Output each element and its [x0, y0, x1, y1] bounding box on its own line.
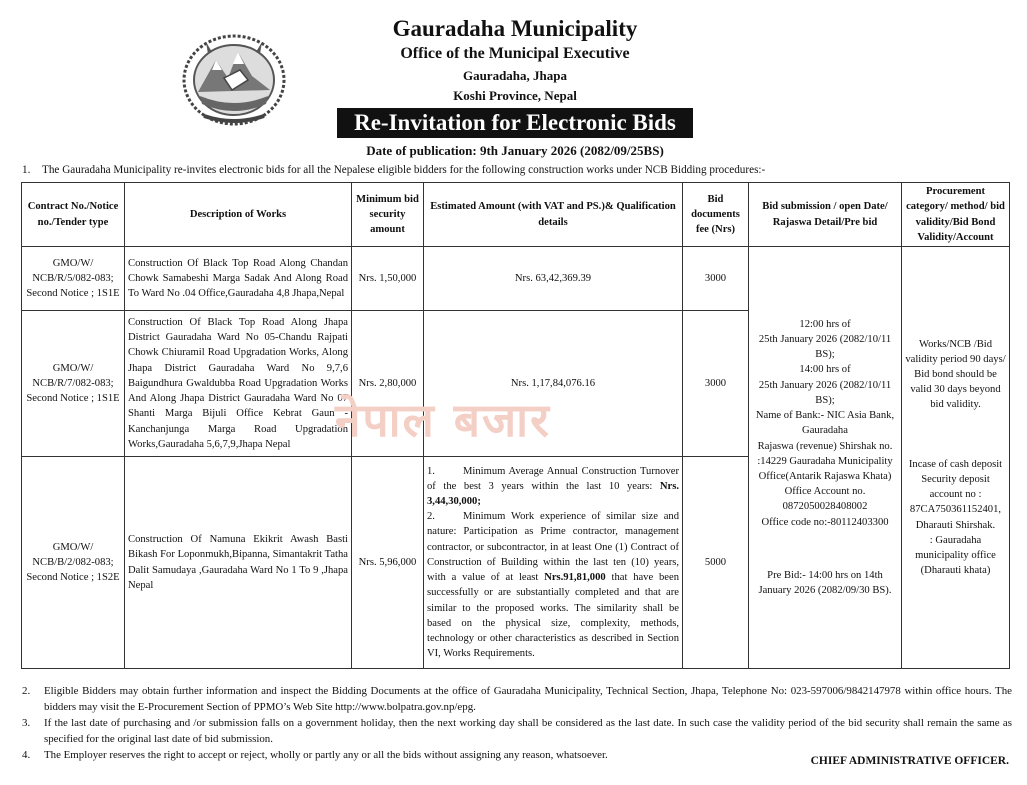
cell-description: Construction Of Namuna Ekikrit Awash Basti Bikash For Loponmukh,Bipanna, Simantakrit Tatha Dalit Samudaya ,Gauradaha Ward No 1 To 9 ,Jhapa Nepal — [125, 457, 352, 669]
submission-line: 25th January 2026 (2082/10/11 BS); — [758, 334, 892, 361]
note-number: 3. — [22, 717, 31, 729]
qualification-item-2 — [427, 509, 679, 661]
org-name: Gauradaha Municipality — [392, 16, 638, 41]
procurement-works: Works/NCB /Bid validity period 90 days/ Bid bond should be valid 30 days beyond bid validity. — [905, 338, 1006, 411]
note-item — [22, 683, 1012, 715]
cell-fee: 3000 — [683, 247, 749, 311]
header-estimate: Estimated Amount (with VAT and PS.)& Qualification details — [424, 183, 683, 247]
cell-contract: GMO/W/ NCB/R/5/082-083; Second Notice ; 1S1E — [22, 247, 125, 311]
submission-line: 25th January 2026 (2082/10/11 BS); — [758, 379, 892, 406]
notes-list — [22, 683, 1012, 763]
cell-procurement — [902, 247, 1010, 669]
intro-paragraph — [22, 164, 765, 176]
cell-estimate: Nrs. 63,42,369.39 — [424, 247, 683, 311]
cell-contract: GMO/W/ NCB/B/2/082-083; Second Notice ; 1S2E — [22, 457, 125, 669]
cell-fee: 5000 — [683, 457, 749, 669]
note-text: The Employer reserves the right to accept or reject, wholly or partly any or all the bids without assigning any reason, whatsoever. — [44, 749, 608, 761]
banner-title: Re-Invitation for Electronic Bids — [337, 108, 693, 138]
header-contract: Contract No./Notice no./Tender type — [22, 183, 125, 247]
submission-line: 14:00 hrs of — [799, 364, 851, 376]
intro-number: 1. — [22, 164, 31, 176]
location: Gauradaha, Jhapa — [462, 68, 568, 83]
province: Koshi Province, Nepal — [453, 88, 577, 103]
cell-estimate: Nrs. 1,17,84,076.16 — [424, 311, 683, 457]
cell-fee: 3000 — [683, 311, 749, 457]
table-header-row — [22, 183, 1010, 247]
office-name: Office of the Municipal Executive — [400, 45, 630, 62]
qualification-number: 1. — [427, 465, 435, 477]
qualification-number: 2. — [427, 511, 435, 523]
procurement-account: Incase of cash deposit Security deposit account no : 87CA750361152401, Dharauti Shirshak. — [908, 458, 1003, 531]
header-description: Description of Works — [125, 183, 352, 247]
bid-table — [21, 182, 1010, 669]
submission-line: 12:00 hrs of — [799, 318, 851, 330]
header-fee: Bid documents fee (Nrs) — [683, 183, 749, 247]
procurement-office: : Gauradaha municipality office (Dharauti khata) — [915, 534, 996, 577]
prebid-info: Pre Bid:- 14:00 hrs on 14th January 2026 (2082/09/30 BS). — [758, 569, 892, 596]
cell-security: Nrs. 5,96,000 — [352, 457, 424, 669]
submission-line: Office code no:-80112403300 — [761, 516, 889, 528]
note-number: 4. — [22, 749, 31, 761]
qualification-text: Minimum Average Annual Construction Turnover of the best 3 years within the last 10 years: — [427, 465, 679, 492]
submission-line: Office Account no. 0872050028408002 — [782, 486, 868, 513]
submission-line: Rajaswa (revenue) Shirshak no. :14229 Gauradaha Municipality Office(Antarik Rajaswa Khata) — [757, 440, 893, 482]
note-text: Eligible Bidders may obtain further information and inspect the Bidding Documents at the office of Gauradaha Municipality, Technical Section, Jhapa, Telephone No: 023-597006/9842147978 within office hours. The bidders may visit the E-Procurement Section of PPMO’s Web Site http://www.bolpatra.gov.np/epg. — [44, 685, 1012, 713]
header-submission: Bid submission / open Date/ Rajaswa Detail/Pre bid — [749, 183, 902, 247]
note-text: If the last date of purchasing and /or submission falls on a government holiday, then the next working day shall be considered as the last date. In such case the validity period of the bid security shall remain the same as specified for the original last date of bid submission. — [44, 717, 1012, 745]
header-security: Minimum bid security amount — [352, 183, 424, 247]
intro-text: The Gauradaha Municipality re-invites electronic bids for all the Nepalese eligible bidders for the following construction works under NCB Bidding procedures:- — [42, 164, 766, 176]
cell-submission — [749, 247, 902, 669]
watermark-logo: नेपाल बजार — [335, 393, 551, 447]
cell-qualification — [424, 457, 683, 669]
qualification-amount: Nrs. 3,44,30,000; — [427, 480, 679, 508]
header-procurement: Procurement category/ method/ bid validity/Bid Bond Validity/Account — [902, 183, 1010, 247]
qualification-text: Minimum Work experience of similar size and nature: Participation as Prime contractor, management contractor, or subcontractor, in at least One (1) Contract of Construction of Building within the last ten (10) years, with a value of at least — [427, 511, 679, 584]
cell-description: Construction Of Black Top Road Along Jhapa District Gauradaha Ward No 05-Chandu Rajpati Chowk Chiuramil Road Upgradation Works, Along Jhapa District Gauradaha Ward No 9,7,6 Baigundhura Gwaldubba Road Upgradation Works And Along Jhapa District Gauradaha Ward No 07 Shanti Marga Bijuli Office Kebrat Gaun -Kanchanjunga Marga Road Upgradation Works,Gauradaha 5,6,7,9,Jhapa Nepal — [125, 311, 352, 457]
cell-description: Construction Of Black Top Road Along Chandan Chowk Samabeshi Marga Sadak And Along Road To Ward No .04 Office,Gauradaha 4,8 Jhapa,Nepal — [125, 247, 352, 311]
table-row — [22, 247, 1010, 311]
cell-security: Nrs. 1,50,000 — [352, 247, 424, 311]
qualification-text: that have been successfully or are substantially completed and that are similar to the proposed works. The similarity shall be based on the physical size, complexity, methods, technology or other characteristics as described in Section VI, Works Requirements. — [427, 572, 679, 660]
nepal-government-emblem-icon — [178, 30, 290, 130]
signer-title: CHIEF ADMINISTRATIVE OFFICER. — [810, 755, 1009, 767]
cell-security: Nrs. 2,80,000 — [352, 311, 424, 457]
cell-contract: GMO/W/ NCB/R/7/082-083; Second Notice ; 1S1E — [22, 311, 125, 457]
note-item — [22, 715, 1012, 747]
qualification-amount: Nrs.91,81,000 — [544, 572, 606, 584]
submission-line: Name of Bank:- NIC Asia Bank, Gauradaha — [755, 410, 895, 437]
note-number: 2. — [22, 685, 31, 697]
publication-date: Date of publication: 9th January 2026 (2082/09/25BS) — [366, 143, 664, 158]
qualification-item-1 — [427, 464, 679, 510]
